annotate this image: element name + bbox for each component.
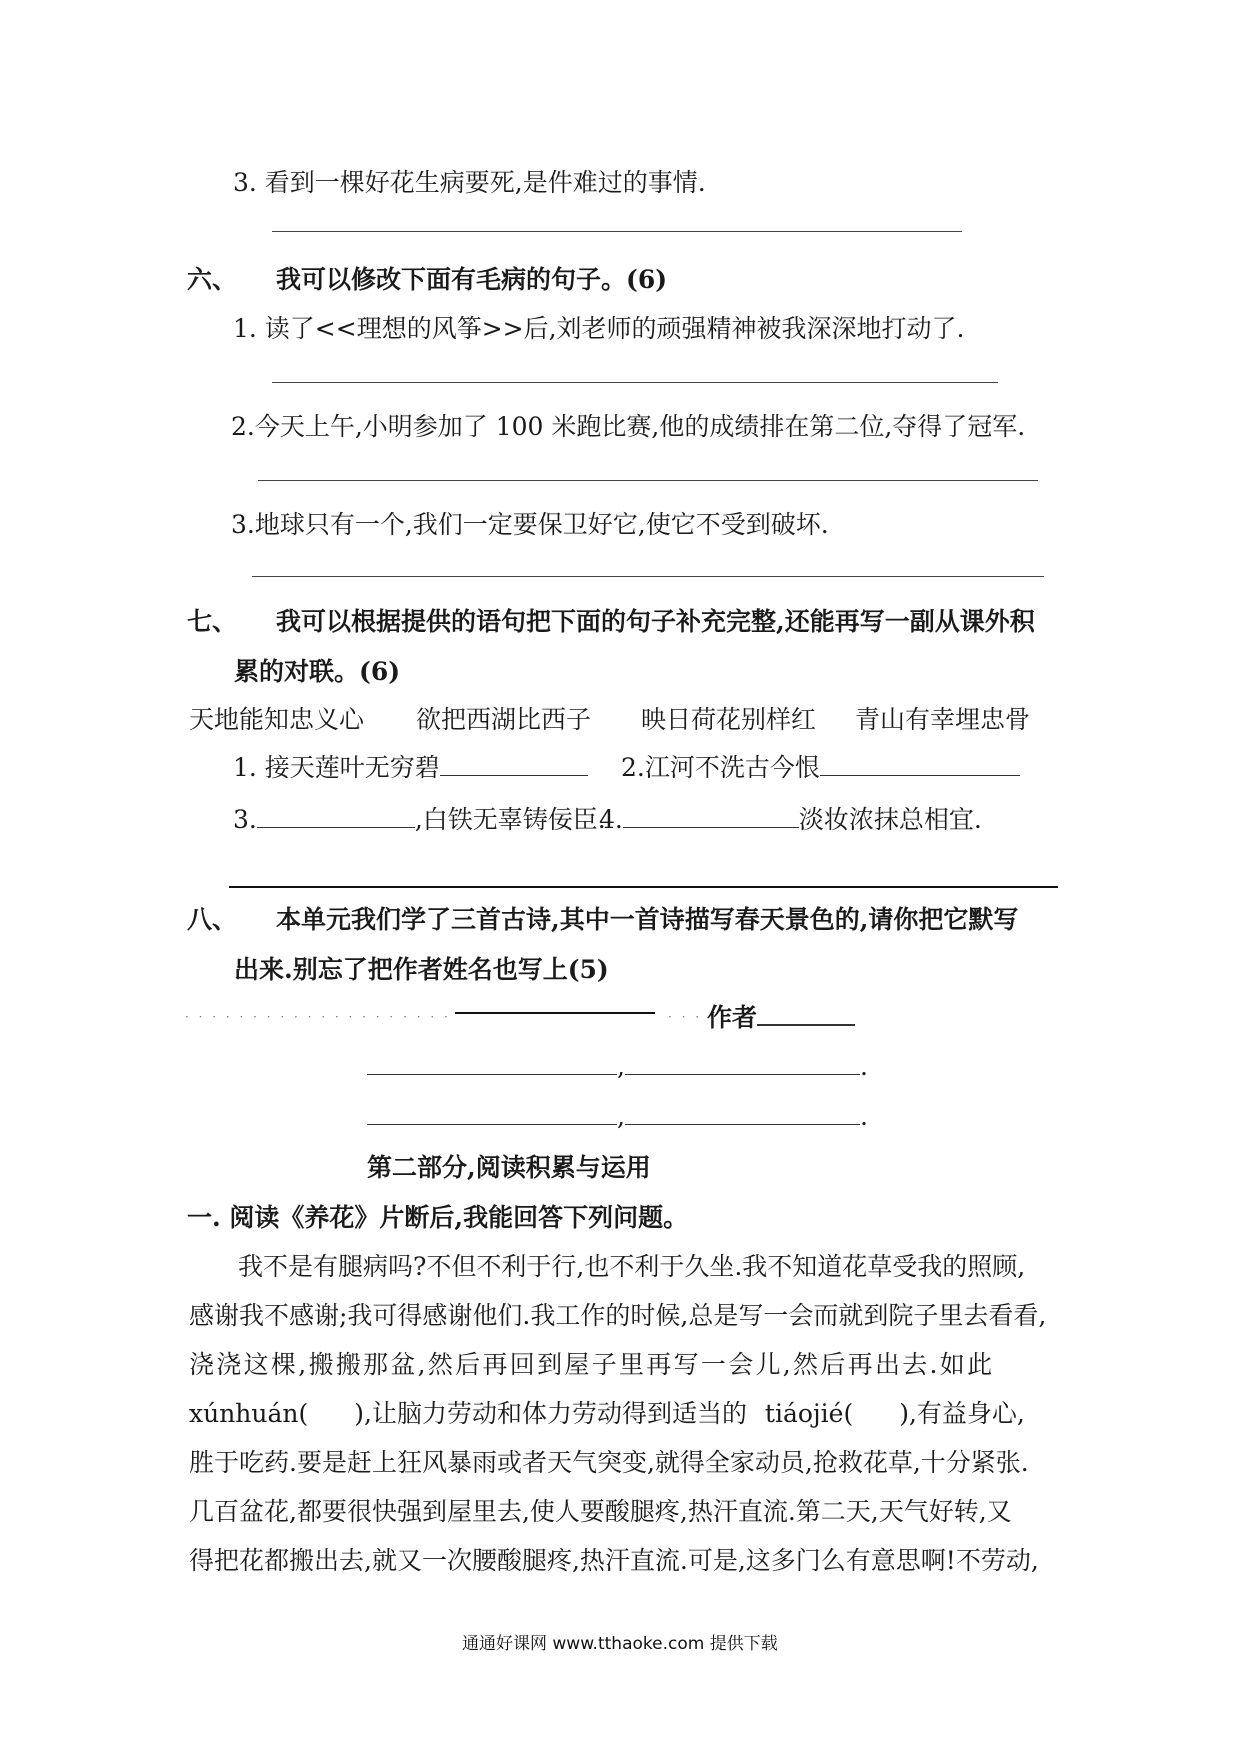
author-label [707, 998, 855, 1034]
passage-line-6: 几百盆花,都要很快强到屋里去,使人要酸腿疼,热汗直流.第二天,天气好转,又 [189, 1497, 1012, 1526]
answer-blank[interactable] [440, 753, 588, 776]
option-3: 映日荷花别样红 [641, 705, 817, 734]
option-2: 欲把西湖比西子 [416, 705, 592, 734]
sec6-item-1: 1. 读了<<理想的风筝>>后,刘老师的顽强精神被我深深地打动了. [233, 314, 965, 343]
option-4: 青山有幸埋忠骨 [855, 705, 1031, 734]
reading-question-title: 一. 阅读《养花》片断后,我能回答下列问题。 [187, 1203, 689, 1232]
section-number: 七、 [187, 607, 238, 636]
couplet-number: 3. [233, 805, 257, 834]
couplet-question-3 [233, 800, 606, 836]
passage-text: ),让脑力劳动和体力劳动得到适当的 [354, 1399, 747, 1428]
couplet-text: 2.江河不洗古今恨 [621, 753, 820, 782]
poem-blank[interactable] [625, 1102, 860, 1125]
poem-blank[interactable] [367, 1102, 617, 1125]
answer-blank[interactable] [820, 753, 1020, 776]
couplet-question-2 [621, 748, 1020, 784]
section-title: 我可以修改下面有毛病的句子。(6) [276, 265, 668, 294]
couplet-text: ,白铁无辜铸佞臣. [414, 805, 606, 834]
poem-line-1 [367, 1052, 868, 1081]
section-title-line-1: 本单元我们学了三首古诗,其中一首诗描写春天景色的,请你把它默写 [276, 905, 1019, 934]
answer-line [258, 480, 1038, 481]
passage-line-4 [189, 1394, 1025, 1430]
couplet-question-4 [599, 800, 982, 836]
answer-blank[interactable] [623, 805, 799, 828]
couplet-text: 1. 接天莲叶无穷碧 [233, 753, 440, 782]
dotted-guide: · · · · · · · · · · · · · · · · · · · · [185, 1010, 451, 1024]
sec6-item-2: 2.今天上午,小明参加了 100 米跑比赛,他的成绩排在第二位,夺得了冠军. [231, 412, 1026, 441]
author-blank[interactable] [757, 1002, 855, 1026]
section-title-line-2: 出来.别忘了把作者姓名也写上(5) [234, 955, 609, 984]
section-title-line-1: 我可以根据提供的语句把下面的句子补充完整,还能再写一副从课外积 [276, 607, 1035, 636]
dotted-guide: · · · [668, 1010, 703, 1024]
pinyin-xunhuan: xúnhuán( [189, 1399, 309, 1428]
comma: , [617, 1102, 625, 1131]
passage-line-7: 得把花都搬出去,就又一次腰酸腿疼,热汗直流.可是,这多门么有意思啊!不劳动, [189, 1546, 1039, 1575]
period: . [859, 1102, 868, 1131]
couplet-text: 淡妆浓抹总相宜. [798, 805, 982, 834]
option-1: 天地能知忠义心 [189, 705, 365, 734]
answer-line [252, 576, 1044, 577]
section-number: 八、 [187, 905, 238, 934]
sec5-item-3: 3. 看到一棵好花生病要死,是件难过的事情. [233, 168, 706, 197]
section-number: 六、 [187, 265, 238, 294]
passage-line-1: 我不是有腿病吗?不但不利于行,也不利于久坐.我不知道花草受我的照顾, [238, 1252, 1026, 1281]
answer-line [272, 231, 962, 232]
answer-line [229, 886, 1058, 888]
comma: , [617, 1052, 625, 1081]
author-label-text: 作者 [707, 1003, 758, 1032]
poem-blank[interactable] [367, 1052, 617, 1075]
answer-line [272, 382, 998, 383]
sec6-item-3: 3.地球只有一个,我们一定要保卫好它,使它不受到破坏. [231, 510, 829, 539]
poem-line-2 [367, 1102, 868, 1131]
passage-text: ),有益身心, [899, 1399, 1025, 1428]
passage-line-3: 浇浇这棵,搬搬那盆,然后再回到屋子里再写一会儿,然后再出去.如此 [189, 1350, 995, 1379]
part-heading: 第二部分,阅读积累与运用 [367, 1153, 651, 1182]
couplet-number: 4. [599, 805, 623, 834]
period: . [859, 1052, 868, 1081]
section-title-line-2: 累的对联。(6) [234, 657, 401, 686]
footer-text: 通通好课网 www.tthaoke.com 提供下载 [462, 1634, 778, 1654]
poem-title-blank[interactable] [455, 1012, 655, 1014]
answer-blank[interactable] [257, 805, 415, 828]
couplet-question-1 [233, 748, 588, 784]
poem-blank[interactable] [625, 1052, 860, 1075]
passage-line-5: 胜于吃药.要是赶上狂风暴雨或者天气突变,就得全家动员,抢救花草,十分紧张. [189, 1448, 1029, 1477]
pinyin-tiaojie: tiáojié( [764, 1399, 854, 1428]
passage-line-2: 感谢我不感谢;我可得感谢他们.我工作的时候,总是写一会而就到院子里去看看, [189, 1301, 1047, 1330]
